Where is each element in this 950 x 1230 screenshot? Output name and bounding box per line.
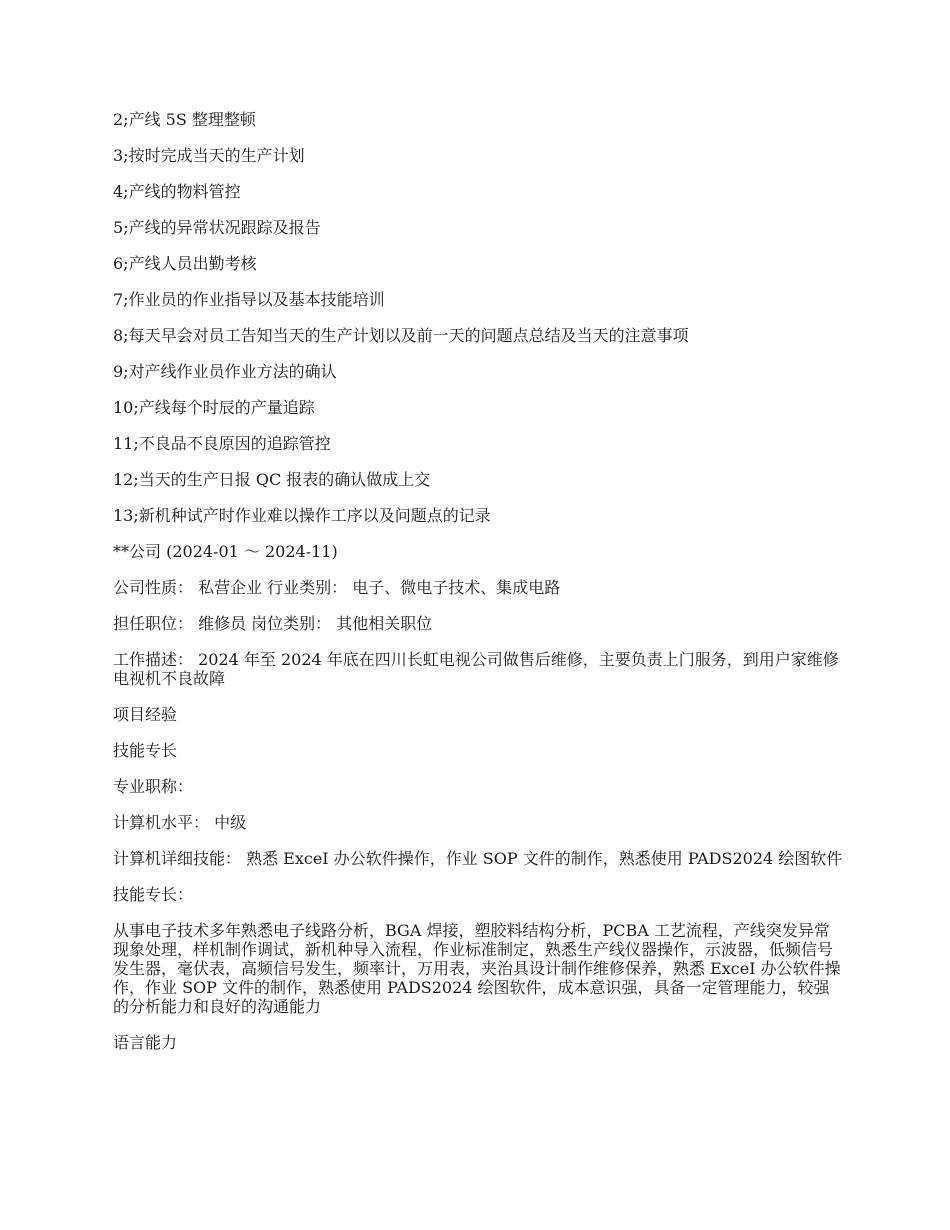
duty-item-8: 8;每天早会对员工告知当天的生产计划以及前一天的问题点总结及当天的注意事项 bbox=[113, 326, 689, 345]
duty-item-2: 2;产线 5S 整理整顿 bbox=[113, 110, 256, 129]
duty-item-3: 3;按时完成当天的生产计划 bbox=[113, 146, 305, 165]
duty-item-11: 11;不良品不良原因的追踪管控 bbox=[113, 434, 331, 453]
section-project-experience: 项目经验 bbox=[113, 705, 178, 724]
section-skills: 技能专长 bbox=[113, 741, 178, 760]
duty-item-5: 5;产线的异常状况跟踪及报告 bbox=[113, 218, 321, 237]
skills-summary: 从事电子技术多年熟悉电子线路分析，BGA 焊接，塑胶料结构分析，PCBA 工艺流程，产线突发异常现象处理，样机制作调试，新机种导入流程，作业标准制定，熟悉生产线仪器操作，示波器，低频信号发生器，毫伏表，高频信号发生，频率计，万用表，夹治具设计制作维修保养，熟悉 ExceI 办公软件操作，作业 SOP 文件的制作，熟悉使用 PADS2024 绘图软件，成本意识强，具备一定管理能力，较强的分析能力和良好的沟通能力 bbox=[113, 921, 841, 1016]
company-header: **公司 (2024-01 ～ 2024-11) bbox=[113, 542, 338, 561]
document-page bbox=[113, 110, 843, 1069]
position-info: 担任职位： 维修员 岗位类别： 其他相关职位 bbox=[113, 614, 433, 633]
skills-label: 技能专长： bbox=[113, 885, 194, 904]
computer-skills-detail: 计算机详细技能： 熟悉 ExceI 办公软件操作，作业 SOP 文件的制作，熟悉使用 PADS2024 绘图软件 bbox=[113, 849, 843, 868]
duty-item-4: 4;产线的物料管控 bbox=[113, 182, 241, 201]
computer-level: 计算机水平： 中级 bbox=[113, 813, 247, 832]
duty-item-7: 7;作业员的作业指导以及基本技能培训 bbox=[113, 290, 385, 309]
duty-item-10: 10;产线每个时辰的产量追踪 bbox=[113, 398, 315, 417]
duty-item-12: 12;当天的生产日报 QC 报表的确认做成上交 bbox=[113, 470, 431, 489]
company-nature: 公司性质： 私营企业 行业类别： 电子、微电子技术、集成电路 bbox=[113, 578, 561, 597]
professional-title: 专业职称： bbox=[113, 777, 194, 796]
duty-item-13: 13;新机种试产时作业难以操作工序以及问题点的记录 bbox=[113, 506, 491, 525]
section-language-ability: 语言能力 bbox=[113, 1033, 178, 1052]
job-description: 工作描述： 2024 年至 2024 年底在四川长虹电视公司做售后维修，主要负责上门服务，到用户家维修电视机不良故障 bbox=[113, 650, 839, 688]
duty-item-6: 6;产线人员出勤考核 bbox=[113, 254, 257, 273]
duty-item-9: 9;对产线作业员作业方法的确认 bbox=[113, 362, 337, 381]
